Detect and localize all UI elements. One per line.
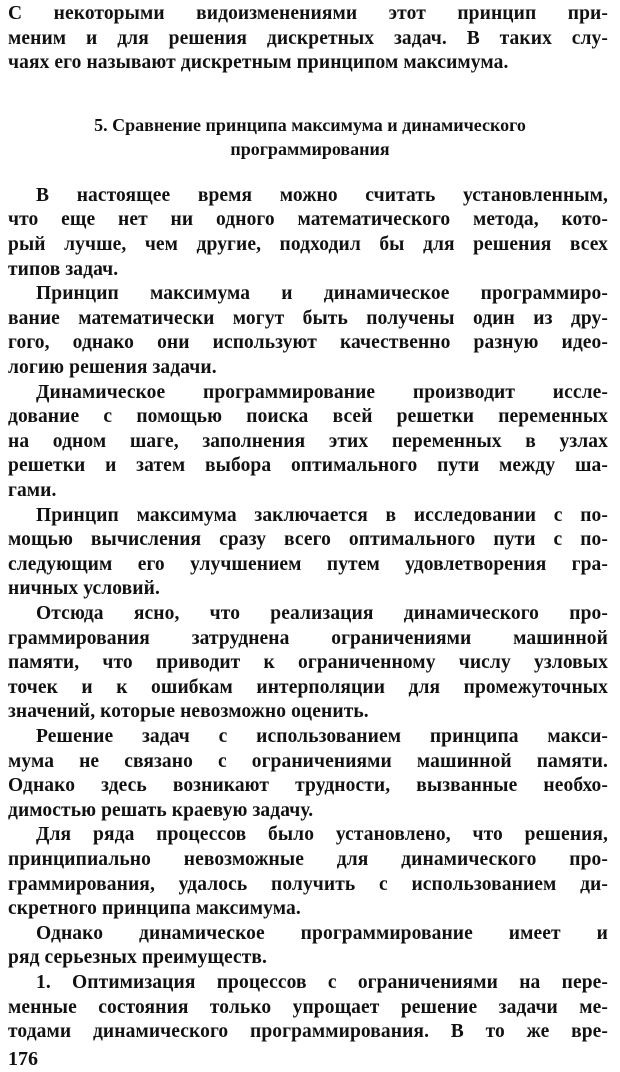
paragraph-line: принципиально невозможные для динамического про-: [8, 849, 608, 870]
paragraph-line: В настоящее время можно считать установленным,: [36, 184, 608, 206]
section-heading-line-1: 5. Сравнение принципа максимума и динамического: [94, 114, 526, 135]
paragraph-line: Для ряда процессов было установлено, что решения,: [36, 824, 608, 846]
paragraph-line: димостью решать краевую задачу.: [8, 799, 314, 821]
paragraph-line: Принцип максимума и динамическое программиро-: [36, 283, 608, 305]
paragraph-line: что еще нет ни одного математического метода, кото-: [8, 209, 608, 231]
paragraph-line: граммирования затруднена ограничениями машинной: [8, 627, 608, 649]
paragraph-line: мощью вычисления сразу всего оптимального пути с по-: [8, 529, 608, 551]
paragraph-line: точек и к ошибкам интерполяции для промежуточных: [8, 676, 608, 698]
page-number: 176: [8, 1047, 38, 1070]
paragraph-line: решетки и затем выбора оптимального пути между ша-: [8, 455, 608, 477]
paragraph-line: памяти, что приводит к ограниченному числу узловых: [8, 652, 608, 674]
section-heading-line-2: программирования: [230, 138, 390, 159]
paragraph-line: типов задач.: [8, 258, 119, 280]
paragraph-line: дование с помощью поиска всей решетки переменных: [8, 406, 608, 428]
paragraph-line: логию решения задачи.: [8, 357, 217, 378]
paragraph-line: Решение задач с использованием принципа макси-: [36, 726, 608, 747]
paragraph-line: значений, которые невозможно оценить.: [8, 701, 369, 723]
paragraph-line: Однако динамическое программирование имеет и: [36, 922, 608, 944]
paragraph-line: Принцип максимума заключается в исследовании с по-: [36, 504, 608, 526]
paragraph-line: скретного принципа максимума.: [8, 898, 301, 920]
paragraph-line: Динамическое программирование производит иссле-: [36, 381, 608, 403]
paragraph-line: гого, однако они используют качественно разную идео-: [8, 332, 608, 354]
paragraph-line: следующим его улучшением путем удовлетворения гра-: [8, 553, 608, 575]
intro-line: чаях его называют дискретным принципом максимума.: [8, 52, 509, 74]
paragraph-line: ничных условий.: [8, 578, 160, 600]
intro-line: меним и для решения дискретных задач. В таких слу-: [8, 27, 608, 49]
paragraph-line: менные состояния только упрощает решение задачи ме-: [8, 996, 608, 1018]
paragraph-line: граммирования, удалось получить с использованием ди-: [8, 873, 608, 895]
paragraph-line: на одном шаге, заполнения этих переменных в узлах: [8, 430, 608, 452]
paragraph-line: 1. Оптимизация процессов с ограничениями на пере-: [36, 972, 608, 993]
paragraph-line: рый лучше, чем другие, подходил бы для решения всех: [8, 234, 608, 255]
paragraph-line: вание математически могут быть получены один из дру-: [8, 307, 608, 329]
paragraph-line: тодами динамического программирования. В то же вре-: [8, 1021, 608, 1043]
intro-line: С некоторыми видоизменениями этот принцип при-: [8, 3, 608, 24]
paragraph-line: Однако здесь возникают трудности, вызванные необхо-: [8, 775, 608, 797]
paragraph-line: мума не связано с ограничениями машинной памяти.: [8, 750, 608, 772]
paragraph-line: ряд серьезных преимуществ.: [8, 947, 268, 969]
paragraph-line: Отсюда ясно, что реализация динамического про-: [36, 603, 608, 624]
paragraph-line: гами.: [8, 480, 57, 501]
